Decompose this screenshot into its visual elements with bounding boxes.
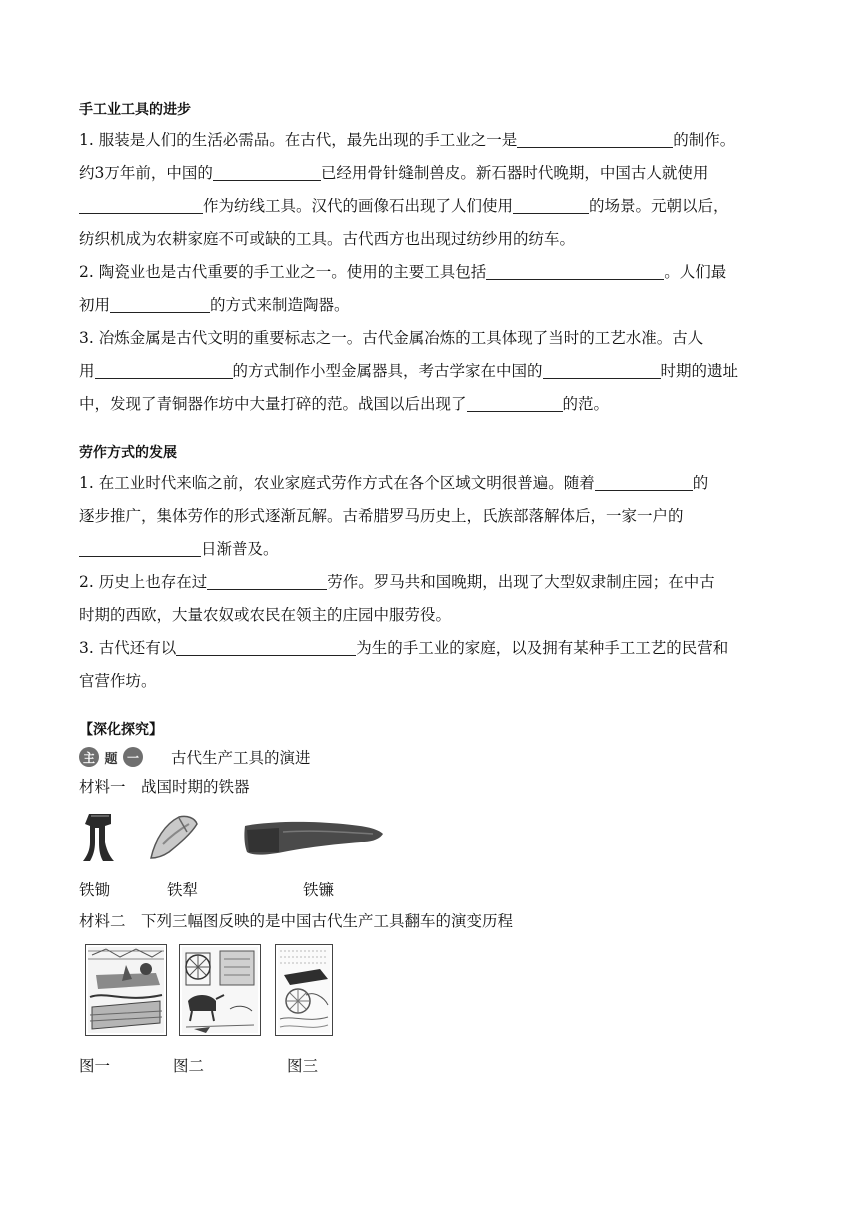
fill-in-blank[interactable] [467, 393, 563, 412]
line-text: 的场景。元朝以后， [589, 197, 729, 215]
line-text: 3. 冶炼金属是古代文明的重要标志之一。古代金属冶炼的工具体现了当时的工艺水准。古人 [79, 329, 704, 347]
tool-label: 铁镰 [303, 881, 335, 899]
text-line [79, 124, 789, 157]
figure-three-image [275, 944, 333, 1036]
line-text: 。人们最 [664, 263, 727, 281]
text-line [79, 467, 789, 500]
fill-in-blank[interactable] [213, 162, 321, 181]
line-text: 已经用骨针缝制兽皮。新石器时代晚期，中国古人就使用 [320, 164, 709, 182]
iron-plow-icon [149, 814, 199, 860]
line-text: 作为纺线工具。汉代的画像石出现了人们使用 [203, 197, 514, 215]
theme-one-badge-icon [79, 747, 145, 767]
text-line [79, 500, 789, 533]
iron-sickle-icon [243, 818, 385, 858]
fill-in-blank[interactable] [595, 472, 693, 491]
text-line [79, 533, 789, 566]
iron-tools-images [79, 810, 789, 872]
section-tools-body [79, 124, 789, 421]
line-text: 3. 古代还有以 [79, 639, 177, 657]
figure-labels [79, 1054, 789, 1084]
tool-label: 铁犁 [167, 881, 199, 899]
figure-one-image [85, 944, 167, 1036]
theme-title: 古代生产工具的演进 [171, 749, 311, 767]
text-line [79, 223, 789, 256]
waterwheel-figures [79, 944, 789, 1044]
text-line [79, 256, 789, 289]
material-two-title: 材料二 下列三幅图反映的是中国古代生产工具翻车的演变历程 [79, 912, 514, 930]
text-line [79, 190, 789, 223]
iron-hoe-icon [81, 812, 119, 862]
line-text: 纺织机成为农耕家庭不可或缺的工具。古代西方也出现过纺纱用的纺车。 [79, 230, 576, 248]
figure-label: 图三 [287, 1057, 319, 1075]
text-line [79, 289, 789, 322]
line-text: 2. 历史上也存在过 [79, 573, 208, 591]
figure-two-image [179, 944, 261, 1036]
line-text: 的方式制作小型金属器具，考古学家在中国的 [232, 362, 543, 380]
section-labor-body [79, 467, 789, 698]
fill-in-blank[interactable] [110, 294, 210, 313]
fill-in-blank[interactable] [79, 195, 203, 214]
text-line [79, 665, 789, 698]
line-text: 的 [692, 474, 709, 492]
line-text: 的范。 [562, 395, 610, 413]
text-line [79, 355, 789, 388]
badge-char: 题 [104, 751, 118, 767]
line-text: 官营作坊。 [79, 672, 157, 690]
line-text: 1. 在工业时代来临之前，农业家庭式劳作方式在各个区域文明很普遍。随着 [79, 474, 595, 492]
fill-in-blank[interactable] [207, 571, 327, 590]
text-line [79, 632, 789, 665]
line-text: 时期的遗址 [660, 362, 739, 380]
line-text: 的方式来制造陶器。 [210, 296, 350, 314]
theme-row [79, 742, 789, 772]
deep-inquiry-title: 【深化探究】 [79, 722, 163, 738]
figure-label: 图二 [173, 1057, 205, 1075]
fill-in-blank[interactable] [176, 637, 356, 656]
text-line [79, 157, 789, 190]
line-text: 劳作。罗马共和国晚期，出现了大型奴隶制庄园；在中古 [327, 573, 715, 591]
line-text: 1. 服装是人们的生活必需品。在古代，最先出现的手工业之一是 [79, 131, 518, 149]
line-text: 用 [79, 362, 95, 380]
badge-char: 一 [123, 747, 143, 767]
line-text: 中，发现了青铜器作坊中大量打碎的范。战国以后出现了 [79, 395, 467, 413]
text-line [79, 599, 789, 632]
fill-in-blank[interactable] [79, 538, 201, 557]
fill-in-blank[interactable] [95, 360, 233, 379]
text-line [79, 388, 789, 421]
figure-label: 图一 [79, 1057, 111, 1075]
line-text: 初用 [79, 296, 111, 314]
iron-tools-labels [79, 872, 789, 902]
fill-in-blank[interactable] [486, 261, 664, 280]
line-text: 约3万年前，中国的 [79, 164, 213, 182]
worksheet-page [79, 100, 789, 1084]
line-text: 的制作。 [673, 131, 736, 149]
badge-char: 主 [79, 747, 99, 767]
line-text: 日渐普及。 [201, 540, 279, 558]
text-line [79, 566, 789, 599]
text-line [79, 322, 789, 355]
section-title-tools: 手工业工具的进步 [79, 102, 191, 118]
line-text: 为生的手工业的家庭，以及拥有某种手工工艺的民营和 [356, 639, 729, 657]
line-text: 逐步推广，集体劳作的形式逐渐瓦解。古希腊罗马历史上，氏族部落解体后，一家一户的 [79, 507, 684, 525]
fill-in-blank[interactable] [543, 360, 661, 379]
section-title-labor: 劳作方式的发展 [79, 445, 177, 461]
material-one-title: 材料一 战国时期的铁器 [79, 778, 250, 796]
fill-in-blank[interactable] [513, 195, 589, 214]
line-text: 2. 陶瓷业也是古代重要的手工业之一。使用的主要工具包括 [79, 263, 487, 281]
fill-in-blank[interactable] [517, 129, 673, 148]
line-text: 时期的西欧，大量农奴或农民在领主的庄园中服劳役。 [79, 606, 452, 624]
tool-label: 铁锄 [79, 881, 111, 899]
